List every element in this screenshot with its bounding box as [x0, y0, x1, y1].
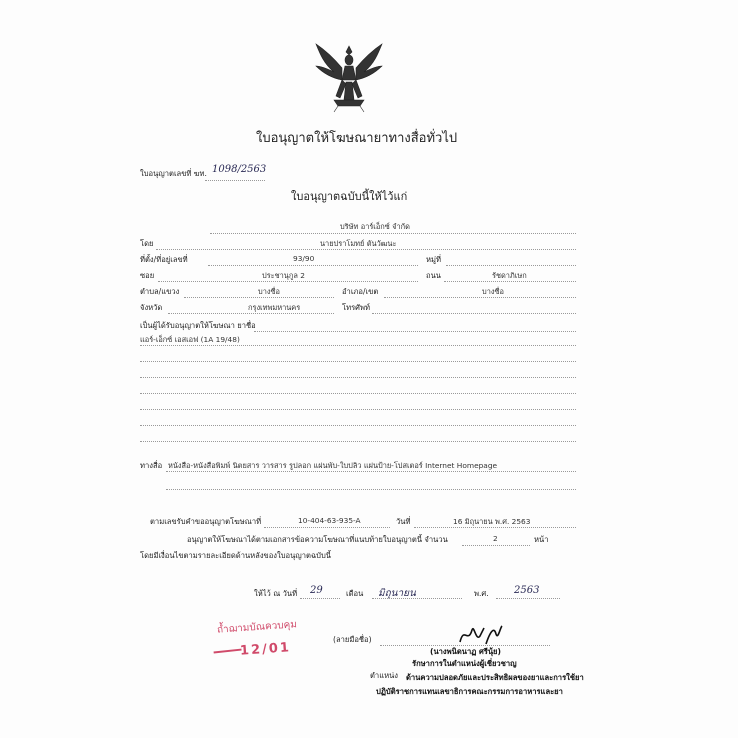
drug-label: เป็นผู้ได้รับอนุญาตให้โฆษณา ยาชื่อ [140, 321, 256, 330]
garuda-emblem-icon [312, 42, 386, 114]
given-year: 2563 [514, 585, 540, 596]
soi-label: ซอย [140, 271, 155, 280]
control-stamp-number: 12/01 [239, 640, 292, 659]
signature-label: (ลายมือชื่อ) [333, 635, 372, 644]
by-value: นายปราโมทย์ ตันวัฒนะ [320, 239, 397, 248]
signer-title-3: ปฏิบัติราชการแทนเลขาธิการคณะกรรมการอาหารและยา [376, 687, 563, 696]
given-year-label: พ.ศ. [474, 589, 489, 598]
license-number-value: 1098/2563 [212, 164, 267, 175]
media-label: ทางสื่อ [140, 461, 163, 470]
moo-label: หมู่ที่ [426, 255, 442, 264]
house-label: ที่ตั้ง/ที่อยู่เลขที่ [140, 255, 188, 264]
given-day: 29 [310, 585, 323, 596]
condition-text: โดยมีเงื่อนไขตามรายละเอียดด้านหลังของใบอนุญาตฉบับนี้ [140, 551, 331, 560]
house-value: 93/90 [293, 254, 315, 263]
tambon-value: บางซื่อ [258, 287, 280, 296]
request-value: 10-404-63-935-A [298, 516, 361, 525]
document-title: ใบอนุญาตให้โฆษณายาทางสื่อทั่วไป [256, 131, 458, 146]
amphoe-value: บางซื่อ [482, 287, 504, 296]
soi-value: ประชานุกูล 2 [262, 271, 305, 280]
position-label: ตำแหน่ง [370, 671, 398, 680]
document-subtitle: ใบอนุญาตฉบับนี้ให้ไว้แก่ [291, 190, 408, 203]
license-number-label: ใบอนุญาตเลขที่ ฆท. [140, 169, 207, 178]
province-label: จังหวัด [140, 303, 163, 312]
control-stamp-title: ถ้ำฌามบัณควบคุม [216, 619, 298, 636]
signer-title-1: รักษาการในตำแหน่งผู้เชี่ยวชาญ [412, 659, 517, 668]
drug-name: แอร์-เอ็กซ์ เอสเอฟ (1A 19/48) [140, 335, 240, 344]
by-label: โดย [140, 239, 154, 248]
signer-name: (นางพนิดนาฏ ศรีนุ้ย) [430, 647, 501, 656]
doc-count-unit: หน้า [534, 535, 549, 544]
phone-label: โทรศัพท์ [342, 303, 370, 312]
stamp-mark [214, 649, 243, 662]
company-name: บริษัท อาร์เอ็กซ์ จำกัด [340, 222, 410, 231]
request-label: ตามเลขรับคำขออนุญาตโฆษณาที่ [150, 517, 262, 526]
doc-count-value: 2 [493, 534, 498, 543]
signer-title-2: ด้านความปลอดภัยและประสิทธิผลของยาและการใช้ยา [406, 673, 584, 682]
media-value: หนังสือ-หนังสือพิมพ์ นิตยสาร วารสาร รูปลอก แผ่นพับ-ใบปลิว แผ่นป้าย-โปสเตอร์ Internet Homepage [168, 461, 498, 470]
request-date-value: 16 มิถุนายน พ.ศ. 2563 [453, 517, 531, 526]
road-label: ถนน [426, 271, 441, 280]
tambon-label: ตำบล/แขวง [140, 287, 180, 296]
province-value: กรุงเทพมหานคร [248, 303, 301, 312]
road-value: รัชดาภิเษก [492, 271, 527, 280]
request-date-label: วันที่ [396, 517, 411, 526]
given-month-label: เดือน [346, 589, 364, 598]
given-month: มิถุนายน [378, 588, 416, 599]
amphoe-label: อำเภอ/เขต [342, 287, 379, 296]
handwritten-signature-icon [456, 622, 506, 648]
given-label: ให้ไว้ ณ วันที่ [254, 589, 298, 598]
doc-count-label: อนุญาตให้โฆษณาได้ตามเอกสารข้อความโฆษณาที่แนบท้ายใบอนุญาตนี้ จำนวน [187, 535, 448, 544]
